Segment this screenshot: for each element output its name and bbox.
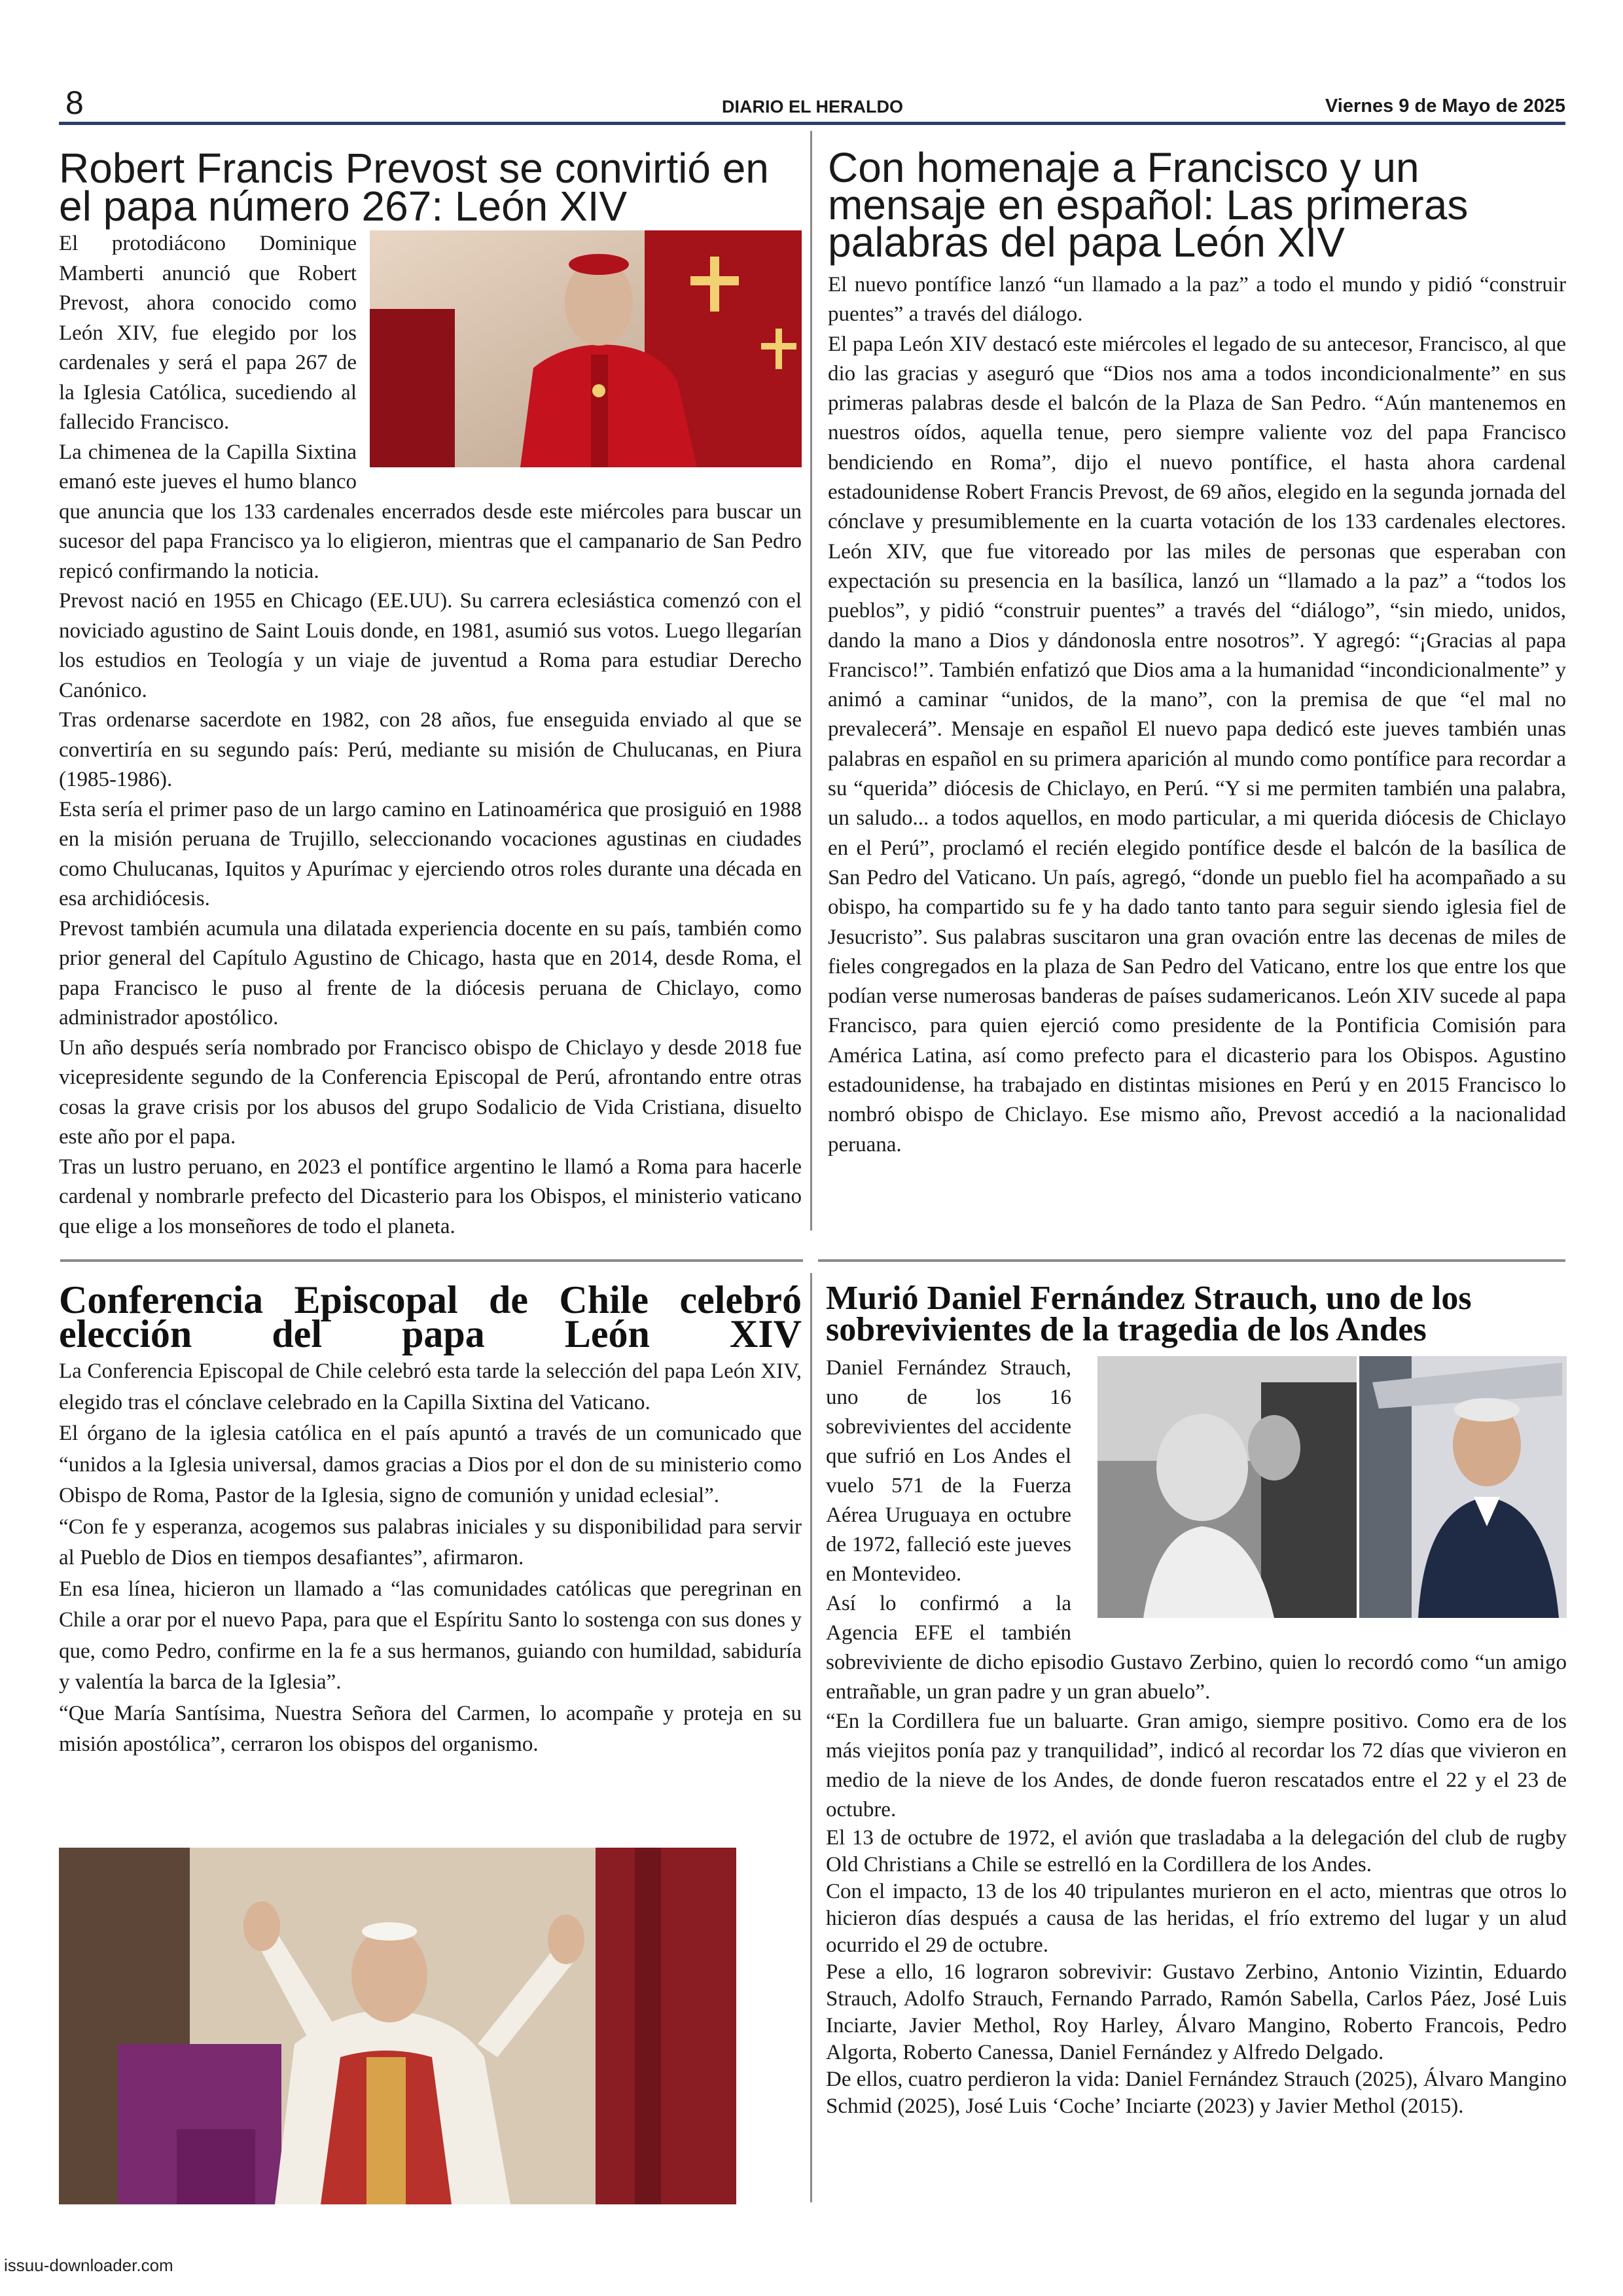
paragraph: El papa León XIV destacó este miércoles el legado de su antecesor, Francisco, al que dio las gracias y aseguró que “Dios nos ama a todos incondicionalmente” en sus primeras palabras desde el balcón de la Plaza de San Pedro. “Aún mantenemos en nuestros oídos, aquella tenue, pero siempre valiente voz del papa Francisco bendiciendo en Roma”, dijo el nuevo pontífice, el hasta ahora cardenal estadounidense Robert Francis Prevost, de 69 años, elegido en la segunda jornada del cónclave y presumiblemente en la cuarta votación de los 133 cardenales electores. León XIV, que fue vitoreado por las miles de personas que esperaban con expectación su presencia en la basílica, lanzó un “llamado a la paz” a “todos los pueblos”, y pidió “construir puentes” a través del “diálogo”, “sin miedo, unidos, dando la mano a Dios y dándonosla entre nosotros”. Y agregó: “¡Gracias al papa Francisco!”. También enfatizó que Dios ama a la humanidad “incondicionalmente” y animó a caminar “unidos, de la mano”, con la premisa de que “el mal no prevalecerá”. Mensaje en español El nuevo papa dedicó este jueves también unas palabras en español en su primera aparición al mundo como pontífice para recordar a su “querida” diócesis de Chiclayo, en Perú. “Y si me permiten también una palabra, un saludo... a todos aquellos, en modo particular, a mi querida diócesis de Chiclayo en el Perú”, proclamó el recién elegido pontífice desde el balcón de la basílica de San Pedro del Vaticano. Un país, agregó, “donde un pueblo fiel ha acompañado a su obispo, ha compartido su fe y ha dado tanto tanto para seguir siendo iglesia fiel de Jesucristo”. Sus palabras suscitaron una gran ovación entre las decenas de miles de fieles congregados en la plaza de San Pedro del Vaticano, entre los que entre los que podían verse numerosas banderas de países sudamericanos. León XIV sucede al papa Francisco, para quien ejerció como presidente de la Pontificia Comisión para América Latina, así como prefecto para el dicasterio para los Obispos. Agustino estadounidense, ha trabajado en distintas misiones en Perú y en 2015 Francisco lo nombró obispo de Chiclayo. Ese mismo año, Prevost accedió a la nacionalidad peruana. bbox=[828, 332, 1566, 1157]
fernandez-photos bbox=[1097, 1356, 1567, 1618]
column-divider-bottom bbox=[810, 1273, 812, 2202]
paragraph: Un año después sería nombrado por Francisco obispo de Chiclayo y desde 2018 fue vicepresidente segundo de la Conferencia Episcopal de Perú, afrontando entre otras cosas la grave crisis por los abusos del grupo Sodalicio de Vida Cristiana, disuelto este año por el papa. bbox=[59, 1035, 802, 1149]
paragraph: El 13 de octubre de 1972, el avión que trasladaba a la delegación del club de rugby Old Christians a Chile se estrelló en la Cordillera de los Andes. bbox=[826, 1826, 1567, 1876]
article-andes-body bbox=[826, 1354, 1567, 2120]
header-rule bbox=[59, 122, 1565, 125]
watermark: issuu-downloader.com bbox=[4, 2255, 173, 2275]
paragraph: Pese a ello, 16 lograron sobrevivir: Gustavo Zerbino, Antonio Vizintin, Eduardo Strauch, Adolfo Strauch, Fernando Parrado, Ramón Sabella, Carlos Páez, José Luis Inciarte, Javier Methol, Roy Harley, Álvaro Mangino, Roberto Francois, Pedro Algorta, Roberto Canessa, Daniel Fernández y Alfredo Delgado. bbox=[826, 1960, 1567, 2064]
paragraph: Prevost nació en 1955 en Chicago (EE.UU). Su carrera eclesiástica comenzó con el noviciado agustino de Saint Louis donde, en 1981, asumió sus votos. Luego llegarían los estudios en Teología y un viaje de juventud a Roma para estudiar Derecho Canónico. bbox=[59, 589, 802, 702]
issue-date: Viernes 9 de Mayo de 2025 bbox=[1325, 96, 1565, 117]
paragraph: “Que María Santísima, Nuestra Señora del Carmen, lo acompañe y proteja en su misión apostólica”, cerraron los obispos del organismo. bbox=[59, 1701, 802, 1756]
article-prevost-title: Robert Francis Prevost se convirtió en el papa número 267: León XIV bbox=[59, 145, 769, 230]
paragraph: “En la Cordillera fue un baluarte. Gran amigo, siempre positivo. Como era de los más viejitos ponía paz y tranquilidad”, indicó al recordar los 72 días que vivieron en medio de la nieve de los Andes, de donde fueron rescatados entre el 22 y el 23 de octubre. bbox=[826, 1710, 1567, 1821]
paragraph: Tras un lustro peruano, en 2023 el pontífice argentino le llamó a Roma para hacerle cardenal y nombrarle prefecto del Dicasterio para los Obispos, el ministerio vaticano que elige a los monseñores de todo el planeta. bbox=[59, 1155, 802, 1238]
article-prevost bbox=[59, 145, 802, 1242]
paragraph: De ellos, cuatro perdieron la vida: Daniel Fernández Strauch (2025), Álvaro Mangino Schmid (2025), José Luis ‘Coche’ Inciarte (2023) y Javier Methol (2015). bbox=[826, 2068, 1567, 2118]
paragraph: La chimenea de la Capilla Sixtina emanó este jueves el humo blanco que anuncia que los 133 cardenales encerrados desde este miércoles para buscar un sucesor del papa Francisco ya lo eligieron, mientras que el campanario de San Pedro repicó confirmando la noticia. bbox=[59, 440, 802, 583]
paragraph: La Conferencia Episcopal de Chile celebró esta tarde la selección del papa León XIV, elegido tras el cónclave celebrado en la Capilla Sixtina del Vaticano. bbox=[59, 1359, 802, 1414]
paragraph: Con el impacto, 13 de los 40 tripulantes murieron en el acto, mientras que otros lo hicieron días después a causa de las heridas, el frío extremo del lugar y un alud ocurrido el 29 de octubre. bbox=[826, 1880, 1567, 1957]
article-prevost-body bbox=[59, 229, 802, 1242]
article-andes-title: Murió Daniel Fernández Strauch, uno de los sobrevivientes de la tragedia de los Andes bbox=[826, 1280, 1472, 1348]
article-andes bbox=[826, 1280, 1567, 2120]
article-chile-body bbox=[59, 1356, 802, 1761]
section-rule-left bbox=[60, 1259, 803, 1262]
article-chile-title: Conferencia Episcopal de Chile celebró elección del papa León XIV bbox=[59, 1278, 802, 1355]
article-homenaje-title: Con homenaje a Francisco y un mensaje en español: Las primeras palabras del papa León XIV bbox=[828, 144, 1469, 266]
paper-name: DIARIO EL HERALDO bbox=[722, 97, 904, 117]
article-chile bbox=[59, 1278, 802, 1761]
paragraph: En esa línea, hicieron un llamado a “las comunidades católicas que peregrinan en Chile a orar por el nuevo Papa, para que el Espíritu Santo lo sostenga con sus dones y que, como Pedro, confirme en la fe a sus hermanos, guiando con humildad, sabiduría y valentía la barca de la Iglesia”. bbox=[59, 1577, 802, 1694]
paragraph: “Con fe y esperanza, acogemos sus palabras iniciales y su disponibilidad para servir al Pueblo de Dios en tiempos desafiantes”, afirmaron. bbox=[59, 1515, 802, 1570]
paragraph: El órgano de la iglesia católica en el país apuntó a través de un comunicado que “unidos a la Iglesia universal, damos gracias a Dios por el don de su ministerio como Obispo de Roma, Pastor de la Iglesia, signo de comunión y unidad eclesial”. bbox=[59, 1422, 802, 1507]
article-homenaje bbox=[828, 144, 1566, 1160]
section-rule-right bbox=[818, 1259, 1565, 1262]
article-homenaje-body bbox=[828, 270, 1566, 1160]
paragraph: El nuevo pontífice lanzó “un llamado a la paz” a todo el mundo y pidió “construir puentes” a través del diálogo. bbox=[828, 273, 1566, 327]
cardinal-photo bbox=[370, 230, 802, 467]
paragraph: El protodiácono Dominique Mamberti anunció que Robert Prevost, ahora conocido como León XIV, fue elegido por los cardenales y será el papa 267 de la Iglesia Católica, sucediendo al fallecido Francisco. bbox=[59, 232, 357, 434]
page-number: 8 bbox=[65, 84, 84, 121]
paragraph: Prevost también acumula una dilatada experiencia docente en su país, también como prior general del Capítulo Agustino de Chicago, hasta que en 2014, desde Roma, el papa Francisco le puso al frente de la diócesis peruana de Chiclayo, como administrador apostólico. bbox=[59, 916, 802, 1030]
pope-balcony-photo bbox=[59, 1848, 736, 2204]
paragraph: Así lo confirmó a la Agencia EFE el también sobreviviente de dicho episodio Gustavo Zerbino, quien lo recordó como “un amigo entrañable, un gran padre y un gran abuelo”. bbox=[826, 1592, 1567, 1704]
paragraph: Tras ordenarse sacerdote en 1982, con 28 años, fue enseguida enviado al que se convertiría en su segundo país: Perú, mediante su misión de Chulucanas, en Piura (1985-1986). bbox=[59, 708, 802, 791]
paragraph: Daniel Fernández Strauch, uno de los 16 sobrevivientes del accidente que sufrió en Los Andes el vuelo 571 de la Fuerza Aérea Uruguaya en octubre de 1972, falleció este jueves en Montevideo. bbox=[826, 1356, 1071, 1586]
column-divider-top bbox=[810, 131, 812, 1230]
paragraph: Esta sería el primer paso de un largo camino en Latinoamérica que prosiguió en 1988 en la misión peruana de Trujillo, seleccionando vocaciones agustinas en ciudades como Chulucanas, Iquitos y Apurímac y ejerciendo otros roles durante una década en esa archidiócesis. bbox=[59, 797, 802, 910]
